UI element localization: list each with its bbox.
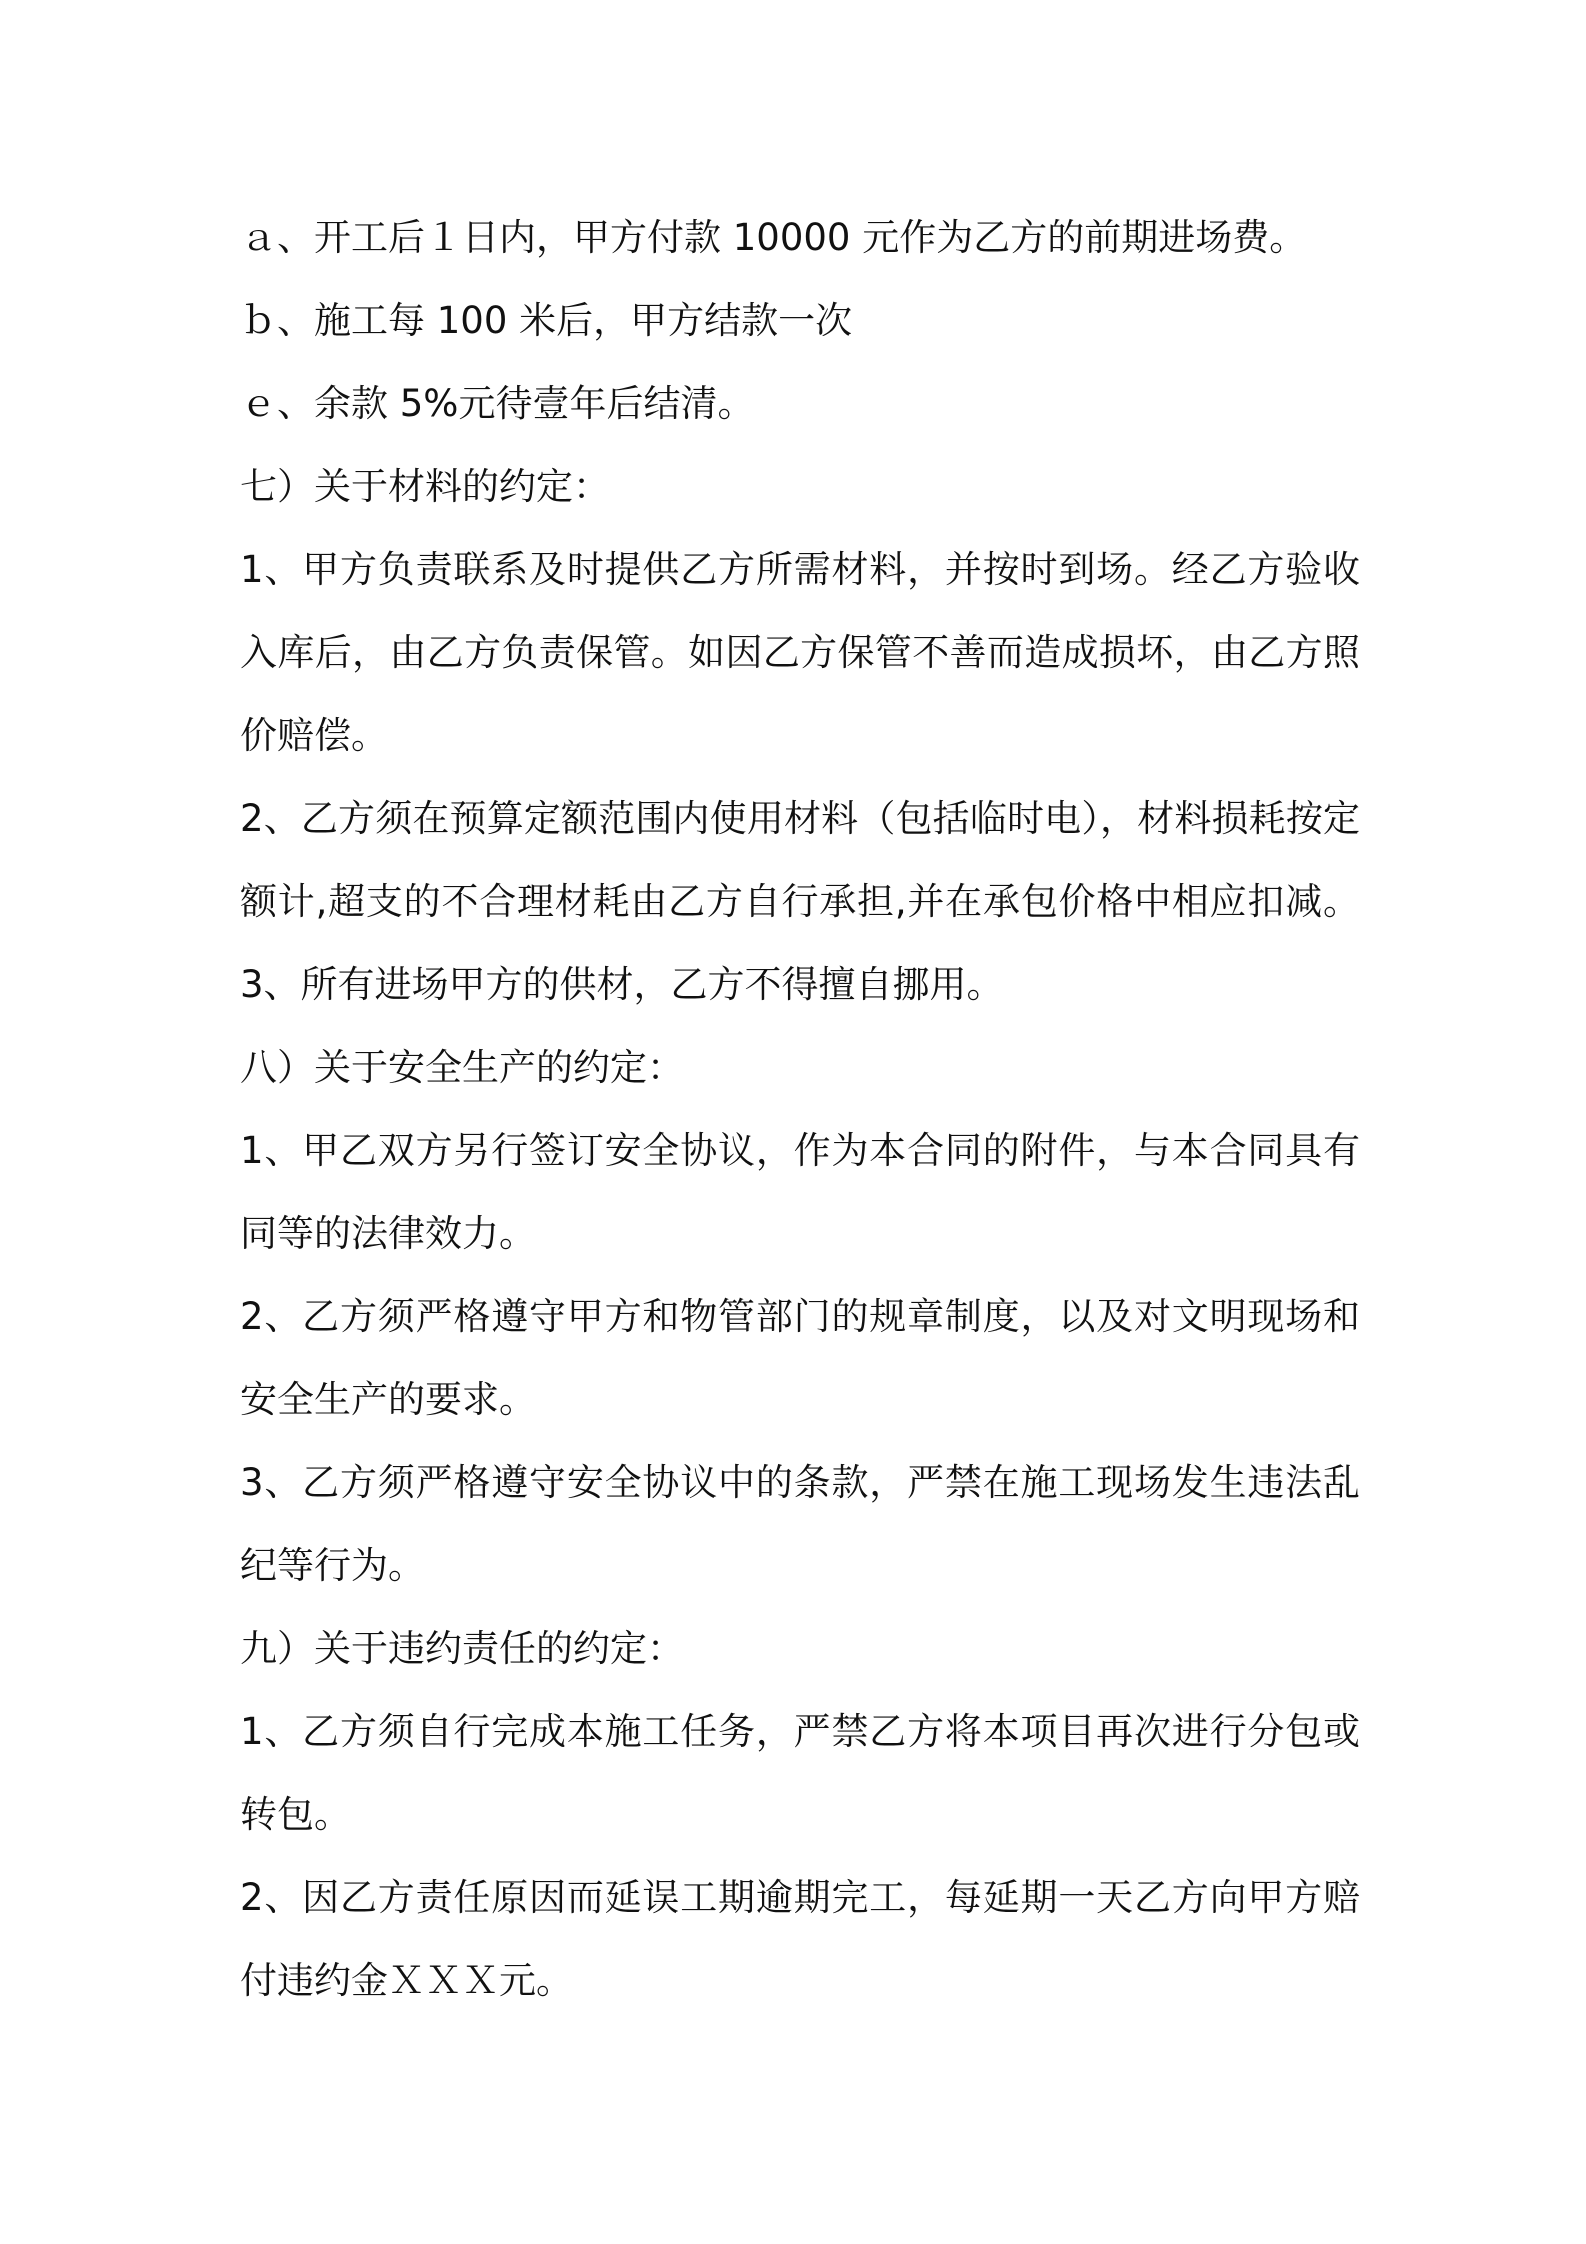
materials-clause-2-line-2: 额计,超支的不合理材耗由乙方自行承担,并在承包价格中相应扣减。	[240, 880, 1360, 923]
section-heading-safety: 八）关于安全生产的约定：	[240, 1046, 684, 1089]
materials-clause-1-line-1: 1、甲方负责联系及时提供乙方所需材料，并按时到场。经乙方验收	[240, 548, 1360, 591]
section-heading-materials: 七）关于材料的约定：	[240, 465, 610, 508]
payment-item-b: ｂ、施工每 100 米后，甲方结款一次	[240, 299, 853, 342]
document-body	[240, 196, 1360, 2022]
safety-clause-2-line-1: 2、乙方须严格遵守甲方和物管部门的规章制度，以及对文明现场和	[240, 1295, 1360, 1338]
materials-clause-3: 3、所有进场甲方的供材，乙方不得擅自挪用。	[240, 963, 1004, 1006]
safety-clause-2-line-2: 安全生产的要求。	[240, 1378, 536, 1421]
liability-clause-2-line-1: 2、因乙方责任原因而延误工期逾期完工，每延期一天乙方向甲方赔	[240, 1876, 1360, 1919]
safety-clause-3-line-2: 纪等行为。	[240, 1544, 425, 1587]
safety-clause-1-line-2: 同等的法律效力。	[240, 1212, 536, 1255]
liability-clause-1-line-2: 转包。	[240, 1793, 351, 1836]
safety-clause-1-line-1: 1、甲乙双方另行签订安全协议，作为本合同的附件，与本合同具有	[240, 1129, 1360, 1172]
materials-clause-1-line-3: 价赔偿。	[240, 714, 388, 757]
section-heading-liability: 九）关于违约责任的约定：	[240, 1627, 684, 1670]
materials-clause-2-line-1: 2、乙方须在预算定额范围内使用材料（包括临时电），材料损耗按定	[240, 797, 1360, 840]
payment-item-e: ｅ、余款 5%元待壹年后结清。	[240, 382, 755, 425]
liability-clause-2-line-2: 付违约金ＸＸＸ元。	[240, 1959, 573, 2002]
materials-clause-1-line-2: 入库后，由乙方负责保管。如因乙方保管不善而造成损坏，由乙方照	[240, 631, 1360, 674]
payment-item-a: ａ、开工后１日内，甲方付款 10000 元作为乙方的前期进场费。	[240, 216, 1307, 259]
safety-clause-3-line-1: 3、乙方须严格遵守安全协议中的条款，严禁在施工现场发生违法乱	[240, 1461, 1360, 1504]
liability-clause-1-line-1: 1、乙方须自行完成本施工任务，严禁乙方将本项目再次进行分包或	[240, 1710, 1360, 1753]
